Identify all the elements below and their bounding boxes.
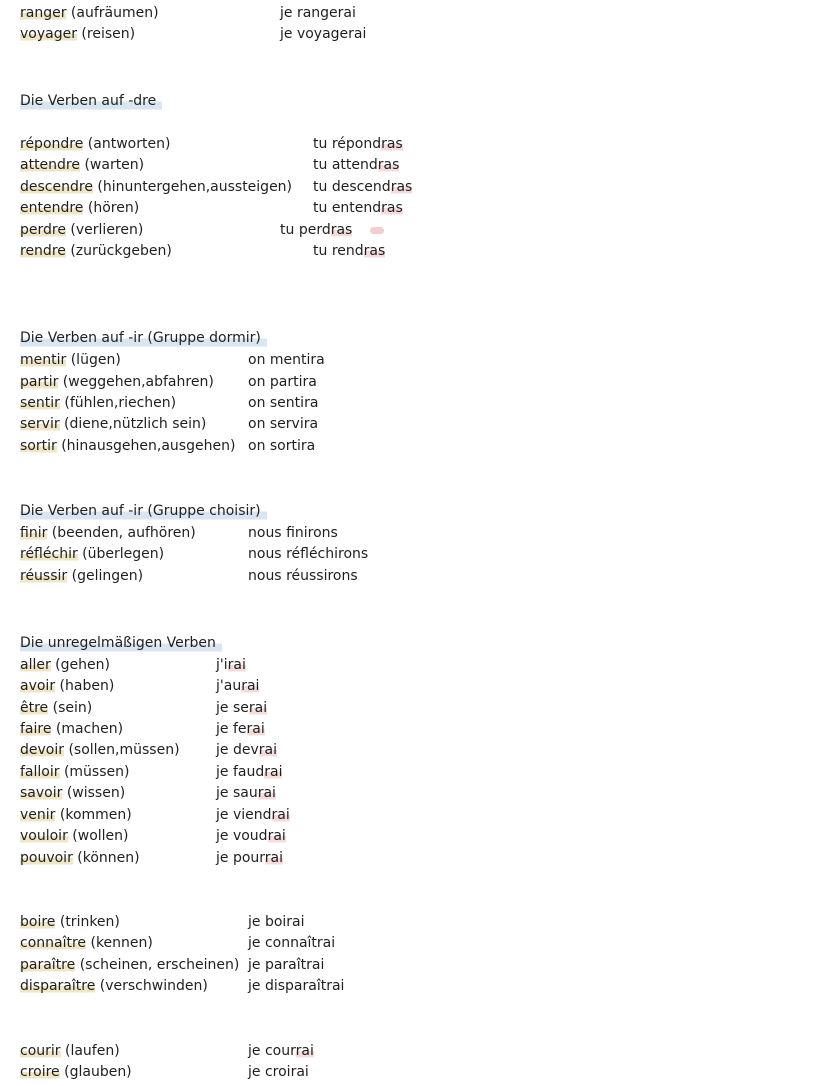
future-form xyxy=(313,241,385,261)
future-form xyxy=(248,1041,314,1061)
future-pronoun: tu xyxy=(313,200,332,216)
future-pronoun: tu xyxy=(313,179,332,195)
verb-infinitive: venir xyxy=(20,807,56,823)
future-form xyxy=(313,198,403,218)
future-form xyxy=(216,655,246,675)
future-stem: fini xyxy=(286,525,308,541)
verb-infinitive: paraître xyxy=(20,957,76,973)
verb-translation: (hinuntergehen,aussteigen) xyxy=(92,179,293,195)
future-stem: rend xyxy=(331,243,364,259)
verb-entry xyxy=(20,544,164,564)
future-ending: ras xyxy=(381,136,403,152)
verb-infinitive: rendre xyxy=(20,243,66,259)
section-heading-dre: Die Verben auf -dre xyxy=(20,91,162,111)
future-form xyxy=(216,698,267,718)
future-form xyxy=(248,523,338,543)
verb-translation: (wissen) xyxy=(62,785,126,801)
future-ending: rai xyxy=(246,721,265,737)
future-form xyxy=(280,24,366,44)
future-pronoun: tu xyxy=(313,157,332,173)
verb-entry xyxy=(20,1062,132,1082)
verb-infinitive: croire xyxy=(20,1064,60,1080)
verb-translation: (wollen) xyxy=(67,828,129,844)
future-ending: ras xyxy=(381,200,403,216)
highlight-mark xyxy=(370,227,384,234)
future-pronoun: je xyxy=(216,785,233,801)
verb-entry xyxy=(20,805,132,825)
future-pronoun: je xyxy=(216,807,233,823)
future-pronoun: on xyxy=(248,395,270,411)
future-ending: rai xyxy=(264,764,283,780)
future-stem: réussi xyxy=(286,568,328,584)
verb-entry xyxy=(20,198,139,218)
future-form xyxy=(248,544,368,564)
future-form xyxy=(280,3,356,23)
verb-infinitive: faire xyxy=(20,721,52,737)
future-ending: rons xyxy=(327,568,358,584)
future-stem: croi xyxy=(264,1064,291,1080)
future-stem: cour xyxy=(264,1043,296,1059)
verb-infinitive: attendre xyxy=(20,157,80,173)
future-stem: sau xyxy=(232,785,258,801)
future-ending: ra xyxy=(302,374,317,390)
future-stem: dev xyxy=(232,742,259,758)
verb-infinitive: finir xyxy=(20,525,48,541)
future-pronoun: tu xyxy=(313,243,332,259)
verb-entry xyxy=(20,826,128,846)
future-pronoun: on xyxy=(248,416,270,432)
verb-infinitive: savoir xyxy=(20,785,63,801)
future-stem: paraît xyxy=(264,957,307,973)
future-ending: rai xyxy=(326,978,345,994)
verb-infinitive: falloir xyxy=(20,764,60,780)
future-form xyxy=(248,393,318,413)
verb-translation: (aufräumen) xyxy=(66,5,159,21)
future-ending: ras xyxy=(330,222,353,238)
future-pronoun: je xyxy=(216,764,233,780)
verb-infinitive: pouvoir xyxy=(20,850,73,866)
verb-infinitive: entendre xyxy=(20,200,84,216)
future-pronoun: je xyxy=(216,700,233,716)
future-ending: ra xyxy=(310,352,325,368)
future-pronoun: je xyxy=(216,742,233,758)
future-form xyxy=(216,740,277,760)
verb-translation: (glauben) xyxy=(59,1064,132,1080)
verb-translation: (warten) xyxy=(80,157,145,173)
verb-infinitive: avoir xyxy=(20,678,56,694)
verb-translation: (reisen) xyxy=(76,26,136,42)
future-stem: pour xyxy=(232,850,265,866)
future-stem: servi xyxy=(269,416,304,432)
verb-entry xyxy=(20,740,180,760)
verb-translation: (antworten) xyxy=(83,136,171,152)
future-ending: rai xyxy=(248,700,268,716)
future-pronoun: je xyxy=(216,850,233,866)
verb-translation: (können) xyxy=(72,850,140,866)
future-ending: rai xyxy=(241,678,260,694)
verb-entry xyxy=(20,436,235,456)
verb-entry xyxy=(20,177,292,197)
future-stem: menti xyxy=(269,352,311,368)
future-stem: descend xyxy=(331,179,391,195)
future-ending: rai xyxy=(227,657,246,673)
verb-infinitive: voyager xyxy=(20,26,77,42)
verb-translation: (zurückgeben) xyxy=(65,243,172,259)
future-form xyxy=(248,350,325,370)
verb-translation: (kennen) xyxy=(86,935,153,951)
verb-infinitive: descendre xyxy=(20,179,93,195)
verb-translation: (verlieren) xyxy=(65,222,144,238)
future-pronoun: tu xyxy=(313,136,332,152)
future-form xyxy=(216,848,283,868)
future-pronoun: nous xyxy=(248,546,287,562)
verb-translation: (weggehen,abfahren) xyxy=(58,374,214,390)
future-pronoun: je xyxy=(216,828,233,844)
future-form xyxy=(248,912,305,932)
section-heading-dormir: Die Verben auf -ir (Gruppe dormir) xyxy=(20,328,267,348)
verb-infinitive: boire xyxy=(20,914,56,930)
future-pronoun: tu xyxy=(280,222,299,238)
future-ending: rai xyxy=(295,1043,314,1059)
verb-translation: (haben) xyxy=(55,678,115,694)
future-pronoun: je xyxy=(248,914,265,930)
future-pronoun: on xyxy=(248,352,270,368)
verb-infinitive: réfléchir xyxy=(20,546,78,562)
future-pronoun: je xyxy=(248,957,265,973)
future-pronoun: je xyxy=(280,26,297,42)
verb-entry xyxy=(20,719,123,739)
future-stem: parti xyxy=(269,374,303,390)
verb-infinitive: sentir xyxy=(20,395,60,411)
future-stem: faud xyxy=(232,764,265,780)
verb-entry xyxy=(20,566,143,586)
verb-translation: (sein) xyxy=(48,700,93,716)
future-ending: ra xyxy=(304,395,319,411)
verb-infinitive: vouloir xyxy=(20,828,68,844)
verb-entry xyxy=(20,655,110,675)
future-form xyxy=(248,372,317,392)
future-stem: connaît xyxy=(264,935,317,951)
future-ending: rai xyxy=(348,26,367,42)
future-pronoun: je xyxy=(248,978,265,994)
verb-translation: (lügen) xyxy=(66,352,121,368)
future-stem: voyage xyxy=(296,26,349,42)
future-pronoun: on xyxy=(248,374,270,390)
future-form xyxy=(248,566,358,586)
future-stem: sorti xyxy=(269,438,301,454)
future-stem: répond xyxy=(331,136,382,152)
future-form xyxy=(216,805,290,825)
future-ending: rai xyxy=(264,850,284,866)
future-ending: ras xyxy=(377,157,400,173)
future-ending: rai xyxy=(290,1064,309,1080)
future-form xyxy=(216,676,259,696)
verb-infinitive: devoir xyxy=(20,742,64,758)
future-ending: ra xyxy=(300,438,316,454)
future-form xyxy=(248,436,315,456)
verb-infinitive: perdre xyxy=(20,222,66,238)
future-form xyxy=(248,955,324,975)
future-stem: perd xyxy=(298,222,331,238)
verb-translation: (müssen) xyxy=(59,764,130,780)
future-pronoun: je xyxy=(248,1043,265,1059)
section-heading-irregular: Die unregelmäßigen Verben xyxy=(20,633,222,653)
future-stem: i xyxy=(223,657,228,673)
future-form xyxy=(313,177,412,197)
section-heading-choisir: Die Verben auf -ir (Gruppe choisir) xyxy=(20,501,267,521)
verb-translation: (hören) xyxy=(83,200,140,216)
future-pronoun: j' xyxy=(216,678,224,694)
future-form xyxy=(216,762,282,782)
future-form xyxy=(248,976,344,996)
future-stem: fe xyxy=(232,721,247,737)
future-ending: rai xyxy=(257,785,276,801)
verb-translation: (fühlen,riechen) xyxy=(59,395,177,411)
verb-entry xyxy=(20,393,176,413)
future-form xyxy=(248,414,318,434)
future-stem: entend xyxy=(331,200,382,216)
verb-translation: (laufen) xyxy=(60,1043,120,1059)
verb-entry xyxy=(20,155,144,175)
future-stem: viend xyxy=(232,807,272,823)
future-ending: ras xyxy=(390,179,413,195)
verb-infinitive: ranger xyxy=(20,5,67,21)
verb-entry xyxy=(20,912,120,932)
verb-entry xyxy=(20,676,114,696)
verb-infinitive: réussir xyxy=(20,568,68,584)
future-pronoun: nous xyxy=(248,568,287,584)
future-ending: rai xyxy=(306,957,325,973)
verb-entry xyxy=(20,976,208,996)
future-stem: réfléchi xyxy=(286,546,339,562)
verb-infinitive: partir xyxy=(20,374,59,390)
future-form xyxy=(216,783,276,803)
future-ending: rons xyxy=(338,546,369,562)
verb-translation: (beenden, aufhören) xyxy=(47,525,196,541)
future-form xyxy=(313,134,403,154)
future-ending: rai xyxy=(267,828,286,844)
verb-infinitive: être xyxy=(20,700,49,716)
future-pronoun: j' xyxy=(216,657,224,673)
verb-entry xyxy=(20,955,239,975)
future-ending: rai xyxy=(271,807,290,823)
future-stem: range xyxy=(296,5,338,21)
future-pronoun: je xyxy=(248,1064,265,1080)
verb-entry xyxy=(20,350,121,370)
verb-entry xyxy=(20,848,140,868)
future-form xyxy=(280,220,352,240)
future-stem: voud xyxy=(232,828,268,844)
future-form xyxy=(248,933,335,953)
verb-entry xyxy=(20,933,153,953)
verb-translation: (trinken) xyxy=(55,914,120,930)
future-form xyxy=(216,826,286,846)
future-pronoun: je xyxy=(216,721,233,737)
future-ending: ra xyxy=(303,416,319,432)
verb-translation: (gehen) xyxy=(50,657,110,673)
verb-translation: (verschwinden) xyxy=(95,978,208,994)
verb-translation: (überlegen) xyxy=(77,546,165,562)
future-stem: disparaît xyxy=(264,978,327,994)
verb-entry xyxy=(20,762,129,782)
future-ending: rai xyxy=(337,5,356,21)
verb-entry xyxy=(20,783,125,803)
verb-infinitive: aller xyxy=(20,657,51,673)
future-ending: rai xyxy=(258,742,277,758)
future-ending: rai xyxy=(316,935,336,951)
verb-translation: (machen) xyxy=(51,721,124,737)
verb-infinitive: courir xyxy=(20,1043,61,1059)
verb-entry xyxy=(20,3,159,23)
verb-entry xyxy=(20,220,143,240)
verb-infinitive: servir xyxy=(20,416,60,432)
future-stem: senti xyxy=(269,395,305,411)
verb-infinitive: répondre xyxy=(20,136,84,152)
verb-entry xyxy=(20,372,214,392)
verb-translation: (hinausgehen,ausgehen) xyxy=(56,438,236,454)
future-form xyxy=(216,719,265,739)
future-stem: attend xyxy=(331,157,378,173)
future-stem: au xyxy=(223,678,242,694)
verb-infinitive: connaître xyxy=(20,935,87,951)
verb-translation: (sollen,müssen) xyxy=(64,742,180,758)
verb-infinitive: mentir xyxy=(20,352,67,368)
verb-infinitive: disparaître xyxy=(20,978,96,994)
future-ending: ras xyxy=(363,243,386,259)
future-ending: rons xyxy=(307,525,338,541)
verb-translation: (gelingen) xyxy=(67,568,144,584)
verb-entry xyxy=(20,698,92,718)
verb-entry xyxy=(20,1041,120,1061)
future-pronoun: nous xyxy=(248,525,287,541)
future-pronoun: je xyxy=(280,5,297,21)
verb-entry xyxy=(20,523,196,543)
future-ending: rai xyxy=(286,914,305,930)
verb-translation: (diene,nützlich sein) xyxy=(59,416,207,432)
future-pronoun: on xyxy=(248,438,270,454)
future-form xyxy=(313,155,399,175)
verb-infinitive: sortir xyxy=(20,438,57,454)
future-stem: boi xyxy=(264,914,287,930)
verb-translation: (kommen) xyxy=(55,807,132,823)
future-stem: se xyxy=(232,700,249,716)
verb-translation: (scheinen, erscheinen) xyxy=(75,957,240,973)
verb-entry xyxy=(20,134,170,154)
verb-entry xyxy=(20,24,135,44)
future-form xyxy=(248,1062,309,1082)
verb-entry xyxy=(20,241,172,261)
future-pronoun: je xyxy=(248,935,265,951)
verb-entry xyxy=(20,414,206,434)
